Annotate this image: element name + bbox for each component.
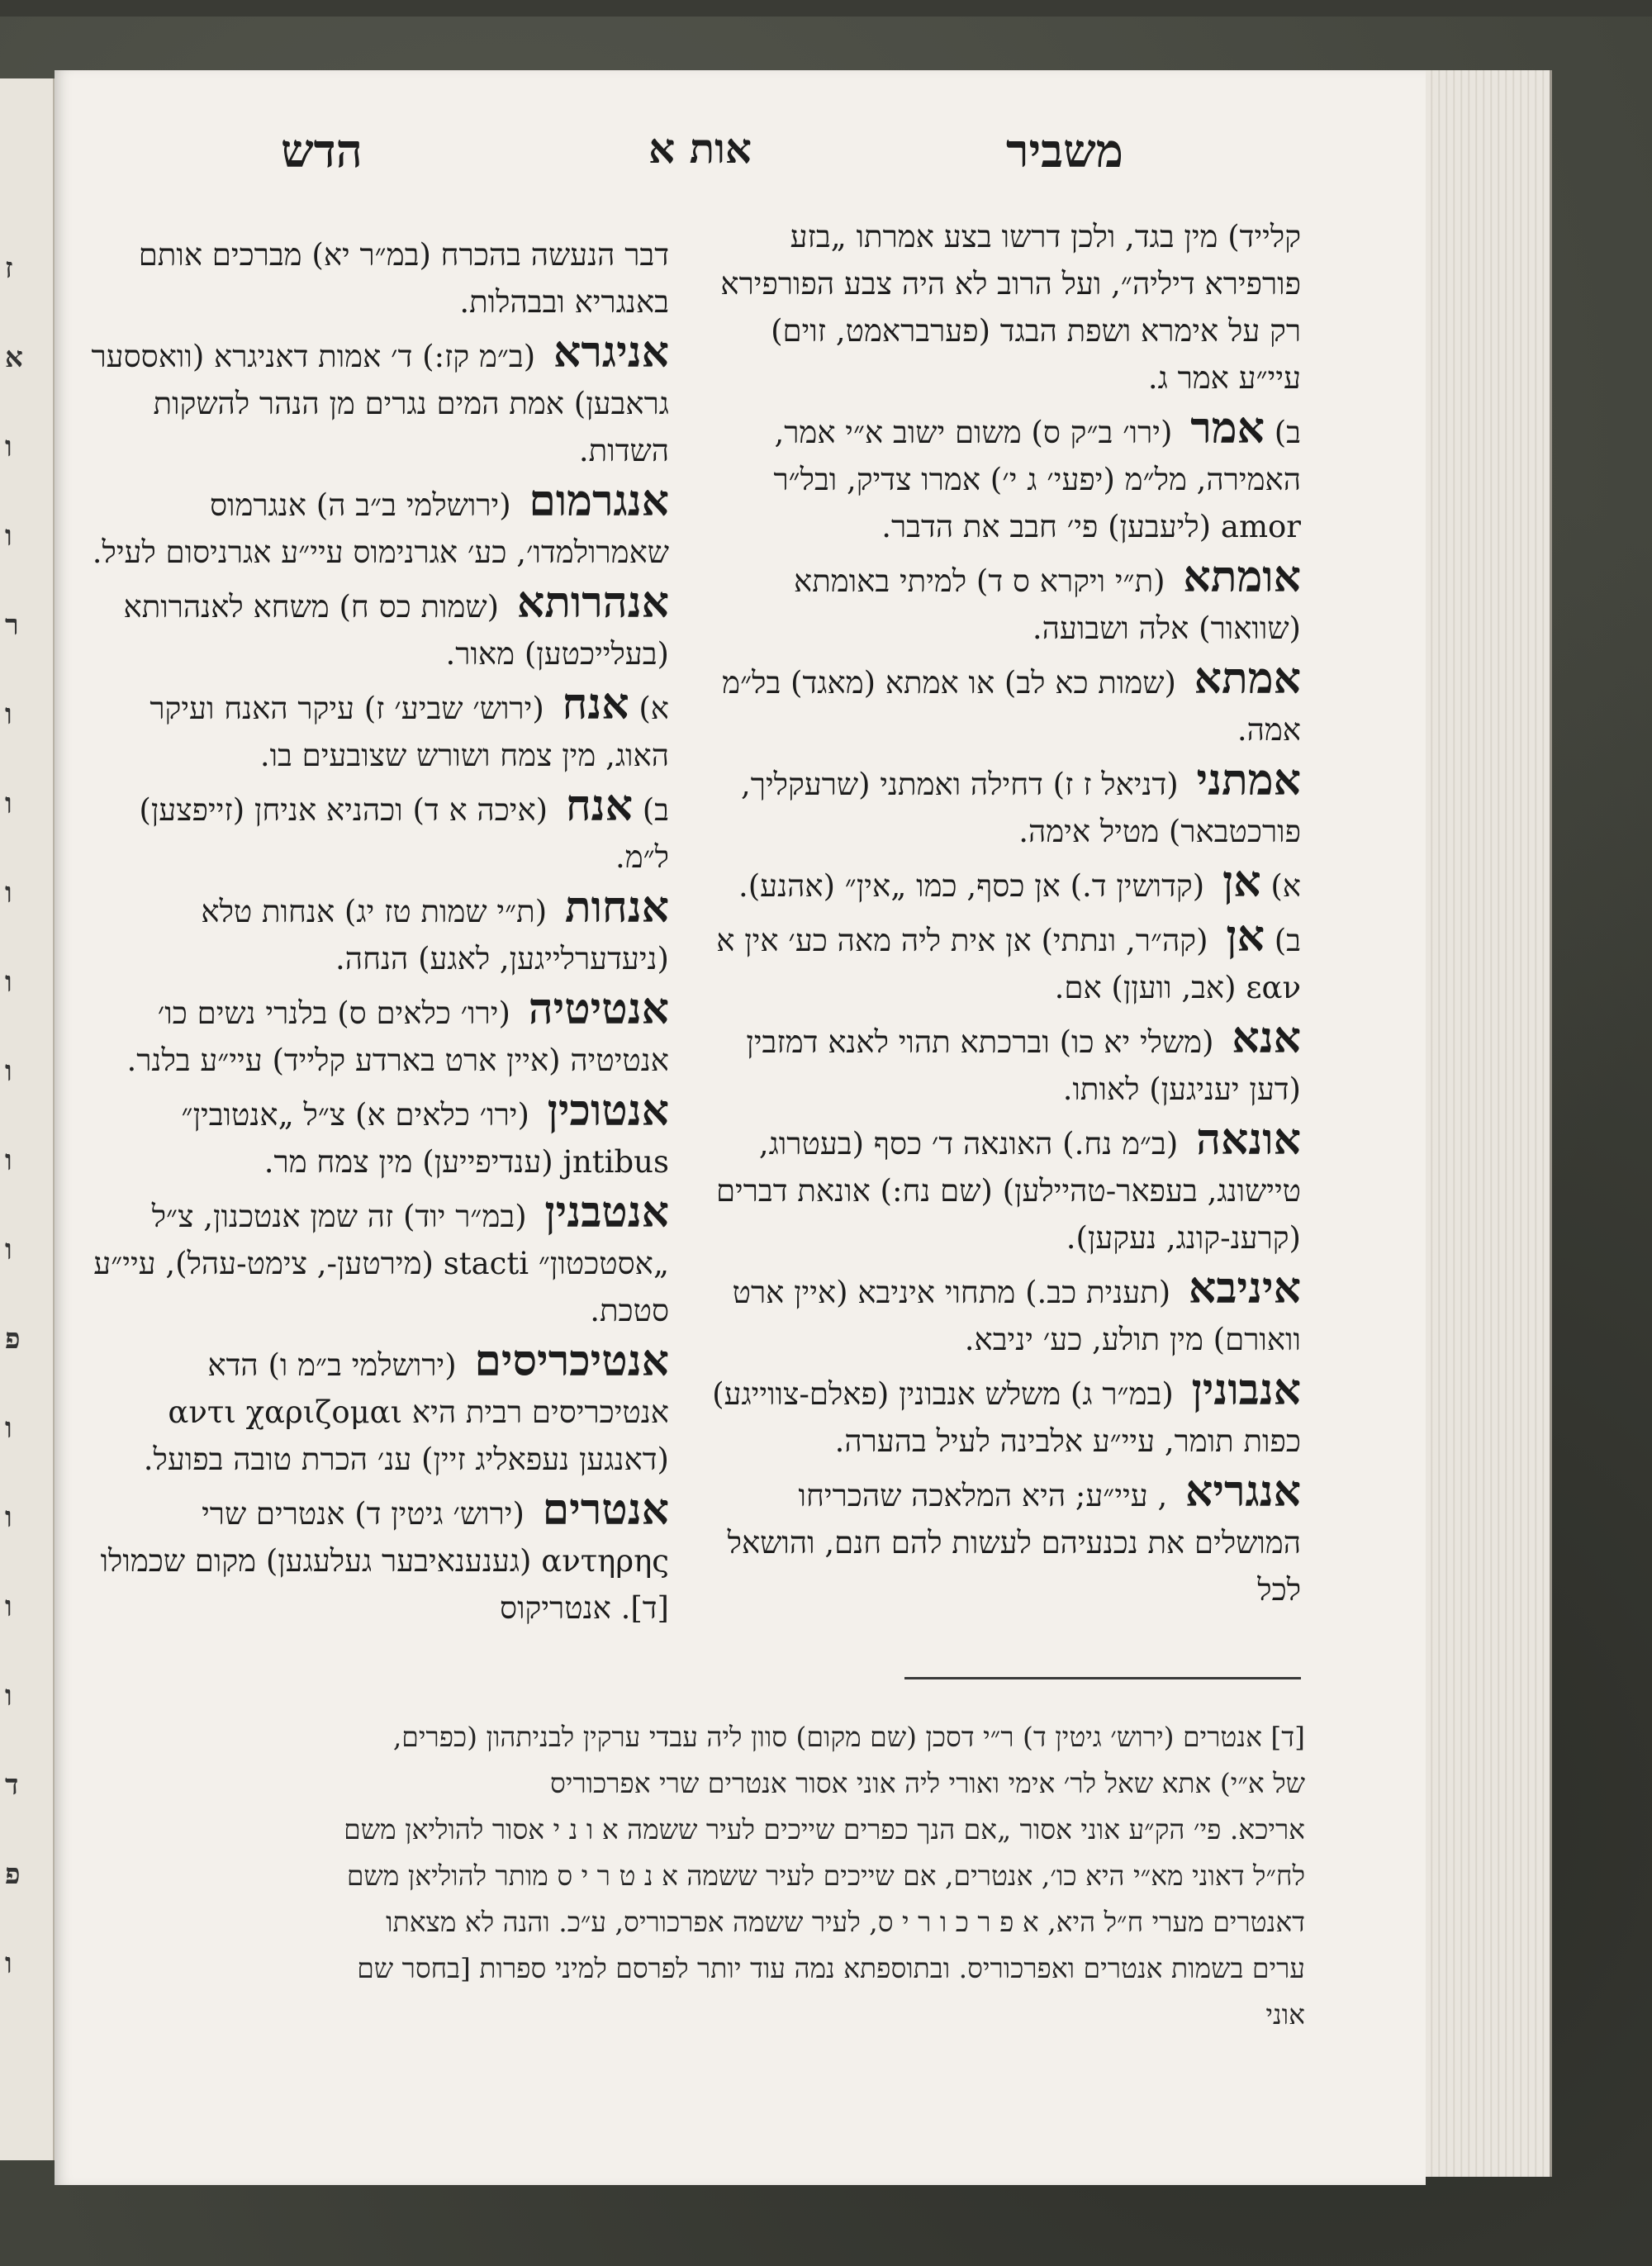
- entry-headword: אנא: [1232, 1013, 1301, 1063]
- entry-headword: אנגריא: [1184, 1466, 1301, 1517]
- entry-headword: אנח: [565, 781, 633, 831]
- footnote: [116, 1714, 1305, 2038]
- entry-definition: (שמות כא לב) או אמתא (מאגד) בל״מ אמה.: [722, 665, 1301, 748]
- header-left-title: הדש: [281, 124, 363, 178]
- entry-headword: אנטרים: [542, 1485, 669, 1535]
- facing-page-fragment: ו: [5, 430, 12, 463]
- entry-number: ב): [1264, 923, 1301, 958]
- entry-definition: (במ״ר יוד) זה שמן אנטכנון, צ״ל „אסטכטון״ stacti (מירטען-, צימט-עהל), עיי״ע סטכת.: [93, 1199, 669, 1328]
- facing-page-fragment: ו: [5, 1233, 12, 1266]
- entry-definition: (משלי יא כו) וברכתא תהוי לאנא דמזבין (דען יעניגען) לאותו.: [746, 1024, 1301, 1107]
- left-column: [91, 231, 669, 1635]
- facing-page-fragment: ו: [5, 1055, 12, 1088]
- dictionary-entry: [710, 1468, 1301, 1613]
- entry-definition: (במ״ר ג) משלש אנבונין (פאלם-צווייגע) כפות תומר, עיי״ע אלבינה לעיל בהערה.: [712, 1376, 1301, 1459]
- page-block-edge: [1426, 70, 1552, 2177]
- dictionary-entry: [91, 1486, 669, 1632]
- entry-headword: אנח: [562, 679, 629, 729]
- facing-page-fragment: ו: [5, 520, 12, 553]
- footnote-line: של א״י) אתא שאל לר׳ אימי ואורי ליה אוני אסור אנטרים שרי אפרכוריס: [550, 1767, 1305, 1799]
- facing-page-fragment: פ: [5, 1323, 21, 1356]
- facing-page-fragment: פ: [5, 1858, 21, 1891]
- dictionary-entry: [91, 477, 669, 576]
- footnote-line: דאנטרים מערי ח״ל היא, א פ ר כ ו ר י ס, לעיר ששמה אפרכוריס, ע״כ. והנה לא מצאתו: [386, 1906, 1305, 1938]
- entry-headword: אנטיטיה: [528, 984, 669, 1034]
- dictionary-entry: [710, 757, 1301, 855]
- entry-definition: (קה״ר, ונתתי) אן אית ליה מאה כע׳ אין א εαν (אב, וועןן) אם.: [716, 923, 1301, 1005]
- dictionary-entry: קלייד) מין בגד, ולכן דרשו בצע אמרתו „בזע פורפירא דיליה״, ועל הרוב לא היה צבע הפורפירא רק על אימרא ושפת הבגד (פערבראמט, זוים) עיי״ע אמר ג.: [720, 219, 1301, 396]
- entry-definition: (ב״מ נח.) האונאה ד׳ כסף (בעטרוג, טיישונג, בעפאר-טהיילען) (שם נח:) אונאת דברים (קרענ-קונג, נעקען).: [715, 1126, 1301, 1256]
- entry-definition: (ת״י שמות טז יג) אנחות טלא (ניעדערלייגען, לאגע) הנחה.: [201, 894, 669, 976]
- entry-headword: אנטיכריסים: [474, 1336, 669, 1386]
- facing-page-fragment: ו: [5, 698, 12, 731]
- dictionary-entry: [710, 553, 1301, 652]
- entry-definition: (שמות כס ח) משחא לאנהרותא (בעלייכטען) מאור.: [123, 589, 669, 672]
- entry-definition: (ירו׳ כלאים ס) בלנרי נשים כו׳ אנטיטיה (איין ארט בארדע קלייד) עיי״ע בלנר.: [126, 995, 669, 1078]
- facing-page-edge: [0, 78, 55, 2160]
- facing-page-fragment: ו: [5, 787, 12, 820]
- entry-definition: (ירו׳ כלאים א) צ״ל „אנטובין״ jntibus (ענדיפייען) מין צמח מר.: [181, 1097, 669, 1180]
- entry-definition: דבר הנעשה בהכרח (במ״ר יא) מברכים אותם באנגריא ובבהלות.: [138, 237, 669, 320]
- entry-number: א): [629, 691, 669, 726]
- entry-number: ב): [1264, 415, 1301, 450]
- facing-page-fragment: ו: [5, 966, 12, 999]
- dictionary-entry: [710, 913, 1301, 1011]
- footnote-divider: [904, 1677, 1301, 1679]
- dictionary-entry: [91, 782, 669, 881]
- dictionary-entry: [710, 405, 1301, 550]
- facing-page-fragment: ו: [5, 1144, 12, 1177]
- entry-headword: אנבונין: [1191, 1365, 1301, 1415]
- entry-headword: אונאה: [1196, 1114, 1301, 1165]
- facing-page-fragment: ד: [5, 1769, 19, 1802]
- footnote-line: [ד] אנטרים (ירוש׳ גיטין ד) ר״י דסכן (שם מקום) סוון ליה עבדי ערקין לבניתהון (כפרים,: [392, 1721, 1305, 1753]
- entry-headword: אומתא: [1183, 552, 1301, 602]
- facing-page-fragment: ו: [5, 1501, 12, 1534]
- dictionary-entry: [91, 986, 669, 1084]
- entry-headword: אניגרא: [553, 327, 669, 378]
- footnote-line: לח״ל דאוני מא״י היא כו׳, אנטרים, אם שייכים לעיר ששמה א נ ט ר י ס מותר להוליאן משם: [346, 1860, 1305, 1892]
- dictionary-entry: [91, 1337, 669, 1483]
- entry-definition: (דניאל ז ז) דחילה ואמתני (שרעקליך, פורכטבאר) מטיל אימה.: [741, 767, 1301, 849]
- entry-definition: (תענית כב.) מתחוי איניבא (איין ארט וואורם) מין תולע, כע׳ יניבא.: [732, 1275, 1301, 1357]
- entry-headword: אמתני: [1196, 755, 1301, 805]
- header-right-title: משביר: [1005, 124, 1123, 178]
- facing-page-fragment: ו: [5, 1412, 12, 1445]
- dictionary-entry: [710, 1116, 1301, 1261]
- entry-headword: אנהרותא: [516, 577, 669, 628]
- entry-definition: (איכה א ד) וכהניא אניחן (זייפצען) ל״מ.: [139, 792, 669, 875]
- entry-definition: , עיי״ע; היא המלאכה שהכריחו המושלים את נכנעיהם לעשות להם חנם, והושאל לכל: [727, 1478, 1301, 1608]
- entry-headword: אמר: [1190, 403, 1265, 454]
- facing-page-fragment: ז: [5, 252, 13, 285]
- entry-definition: (ת״י ויקרא ס ד) למיתי באומתא (שוואור) אלה ושבועה.: [794, 563, 1301, 646]
- facing-page-fragment: ו: [5, 1590, 12, 1623]
- dictionary-entry: [91, 579, 669, 677]
- dictionary-entry: [710, 858, 1301, 910]
- entry-definition: (קדושין ד.) אן כסף, כמו „אין״ (אהנע).: [738, 868, 1214, 904]
- entry-definition: (ירו׳ ב״ק ס) משום ישוב א״י אמר, האמירה, מל״מ (יפעי׳ ג י׳) אמרו צדיק, ובל״ר amor (ליעבען) פי׳ חבב את הדבר.: [773, 415, 1301, 544]
- facing-page-fragment: ו: [5, 1679, 12, 1713]
- dictionary-entry: [91, 884, 669, 982]
- dictionary-entry: [710, 1265, 1301, 1363]
- entry-number: ב): [632, 792, 669, 828]
- entry-headword: אנגרמום: [529, 476, 669, 526]
- dictionary-entry: [710, 1014, 1301, 1113]
- facing-page-fragment: ו: [5, 1947, 12, 1980]
- facing-page-fragment: א: [5, 341, 23, 374]
- footnote-line: אוני: [1265, 1998, 1305, 2031]
- footnote-line: ערים בשמות אנטרים ואפרכוריס. ובתוספתא נמה עוד יותר לפרסם למיני ספרות [בחסר שם: [357, 1952, 1305, 1984]
- entry-definition: (ירושלמי ב״מ ו) הדא אנטיכריסים רבית היא αντι χαριζομαι (דאנגען נעפאליג זיין) ענ׳ הכרת טובה בפועל.: [143, 1347, 669, 1477]
- entry-headword: אנטוכין: [547, 1085, 669, 1136]
- entry-headword: איניבא: [1188, 1263, 1301, 1314]
- facing-page-fragment: ו: [5, 876, 12, 910]
- entry-headword: אן: [1222, 857, 1261, 907]
- facing-page-fragment: ר: [5, 609, 19, 642]
- entry-definition: (ירוש׳ שביע׳ ז) עיקר האנח ועיקר האוג, מין צמח ושורש שצובעים בו.: [150, 691, 669, 773]
- page-header: [281, 124, 1123, 190]
- entry-headword: אנטבנין: [544, 1187, 669, 1238]
- dictionary-entry: [91, 1087, 669, 1185]
- dictionary-entry: [710, 655, 1301, 753]
- header-center-title: אות א: [648, 124, 752, 173]
- dictionary-entry: [91, 329, 669, 474]
- right-column: [710, 213, 1301, 1617]
- entry-number: א): [1260, 868, 1301, 904]
- dictionary-entry: [91, 681, 669, 779]
- dictionary-entry: [91, 231, 669, 325]
- entry-headword: אן: [1226, 911, 1265, 962]
- entry-definition: (ירוש׳ גיטין ד) אנטרים שרי αντηρης (גענענאיבער געלעגען) מקום שכמולו [ד]. אנטריקוס: [100, 1496, 669, 1626]
- dictionary-entry: [91, 1189, 669, 1334]
- entry-definition: (ירושלמי ב״ב ה) אנגרמוס שאמרולמדו׳, כע׳ אגרנימוס עיי״ע אגרניסום לעיל.: [92, 487, 669, 570]
- dictionary-entry: [710, 1366, 1301, 1465]
- entry-headword: אנחות: [564, 882, 669, 933]
- entry-definition: (ב״מ קז:) ד׳ אמות דאניגרא (וואססער גראבען) אמת המים נגרים מן הנהר להשקות השדות.: [91, 339, 669, 468]
- entry-headword: אמתא: [1194, 653, 1301, 704]
- footnote-line: אריכא. פי׳ הק״ע אוני אסור „אם הנך כפרים שייכים לעיר ששמה א ו נ י אסור להוליאן משם: [344, 1813, 1305, 1846]
